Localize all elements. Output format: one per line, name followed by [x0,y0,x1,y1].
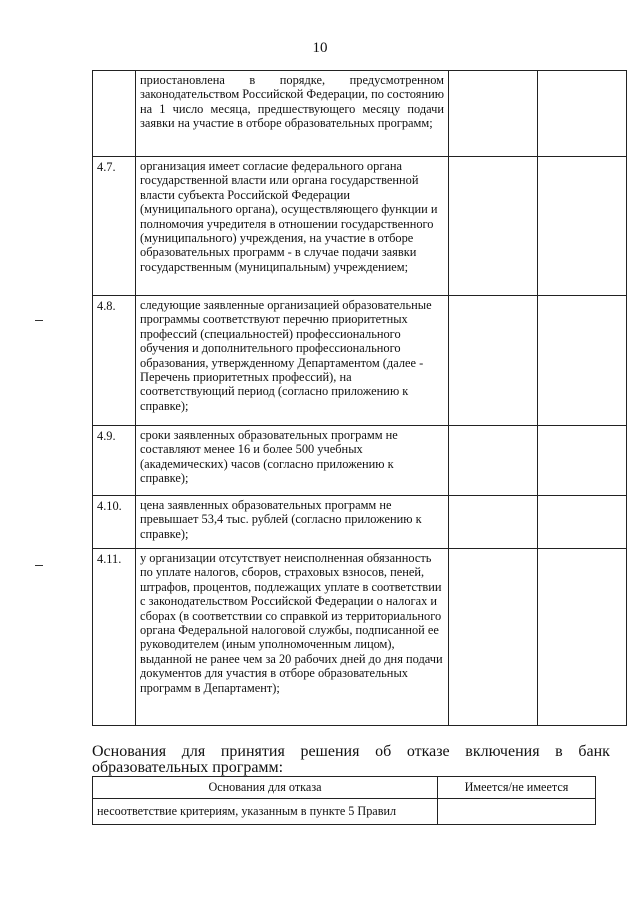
table-row [93,496,627,549]
heading-word: в [555,743,563,760]
answer-cell[interactable] [449,71,538,157]
status-cell[interactable] [438,799,596,825]
table-row [93,799,596,825]
page-number: 10 [312,40,328,56]
answer-cell[interactable] [449,426,538,496]
heading-line-1 [92,744,610,760]
criterion-text: цена заявленных образовательных программ не превышает 53,4 тыс. рублей (согласно приложению к справке); [136,496,449,549]
note-cell[interactable] [538,296,627,426]
note-cell[interactable] [538,496,627,549]
item-number: 4.8. [93,296,136,426]
note-cell[interactable] [538,71,627,157]
criterion-text: приостановлена в порядке, предусмотренном законодательством Российской Федерации, по состоянию на 1 число месяца, предшествующего месяцу подачи заявки на участие в отборе образовательных программ; [136,71,449,157]
criteria-table [92,70,627,726]
note-cell[interactable] [538,426,627,496]
item-number: 4.9. [93,426,136,496]
criterion-text: организация имеет согласие федерального органа государственной власти или органа государственной власти субъекта Российской Федерации (муниципального органа), осуществляющего функции и полномочия учредителя в отношении государственного (муниципального) учреждения, на участие в отборе образовательных программ - в случае подачи заявки государственным (муниципальным) учреждением; [136,157,449,296]
heading-word: об [375,743,392,760]
section-heading [92,744,610,776]
table-row [93,426,627,496]
heading-word: включения [465,743,540,760]
answer-cell[interactable] [449,496,538,549]
criterion-text: у организации отсутствует неисполненная обязанность по уплате налогов, сборов, страховых взносов, пеней, штрафов, процентов, подлежащих уплате в соответствии с законодательством Российской Федерации о налогах и сборах (в соответствии со справкой из территориального органа Федеральной налоговой службы, подписанной ее руководителем (иным уполномоченным лицом), выданной не ранее чем за 20 рабочих дней до дня подачи документов для участия в отборе образовательных программ в Департамент); [136,549,449,726]
heading-word: Основания [92,743,167,760]
heading-word: решения [300,743,360,760]
item-number: 4.10. [93,496,136,549]
note-cell[interactable] [538,549,627,726]
table-header-row [93,777,596,799]
table-row [93,157,627,296]
margin-mark [35,565,43,566]
note-cell[interactable] [538,157,627,296]
margin-mark [35,320,43,321]
answer-cell[interactable] [449,296,538,426]
column-header-status: Имеется/не имеется [438,777,596,799]
heading-line-2: образовательных программ: [92,759,284,776]
table-row [93,71,627,157]
reason-cell: несоответствие критериям, указанным в пункте 5 Правил [93,799,438,825]
heading-word: принятия [220,743,285,760]
heading-word: отказе [406,743,450,760]
heading-word: для [181,743,206,760]
heading-word: банк [578,743,610,760]
criterion-text: сроки заявленных образовательных программ не составляют менее 16 и более 500 учебных (академических) часов (согласно приложению к справке); [136,426,449,496]
table-row [93,296,627,426]
answer-cell[interactable] [449,549,538,726]
column-header-reason: Основания для отказа [93,777,438,799]
item-number: 4.7. [93,157,136,296]
answer-cell[interactable] [449,157,538,296]
refusal-reasons-table [92,776,596,825]
table-row [93,549,627,726]
item-number: 4.11. [93,549,136,726]
item-number [93,71,136,157]
criterion-text: следующие заявленные организацией образовательные программы соответствуют перечню приоритетных профессий (специальностей) профессионального обучения и дополнительного профессионального образования, утвержденному Департаментом (далее - Перечень приоритетных профессий), на соответствующий период (согласно приложению к справке); [136,296,449,426]
